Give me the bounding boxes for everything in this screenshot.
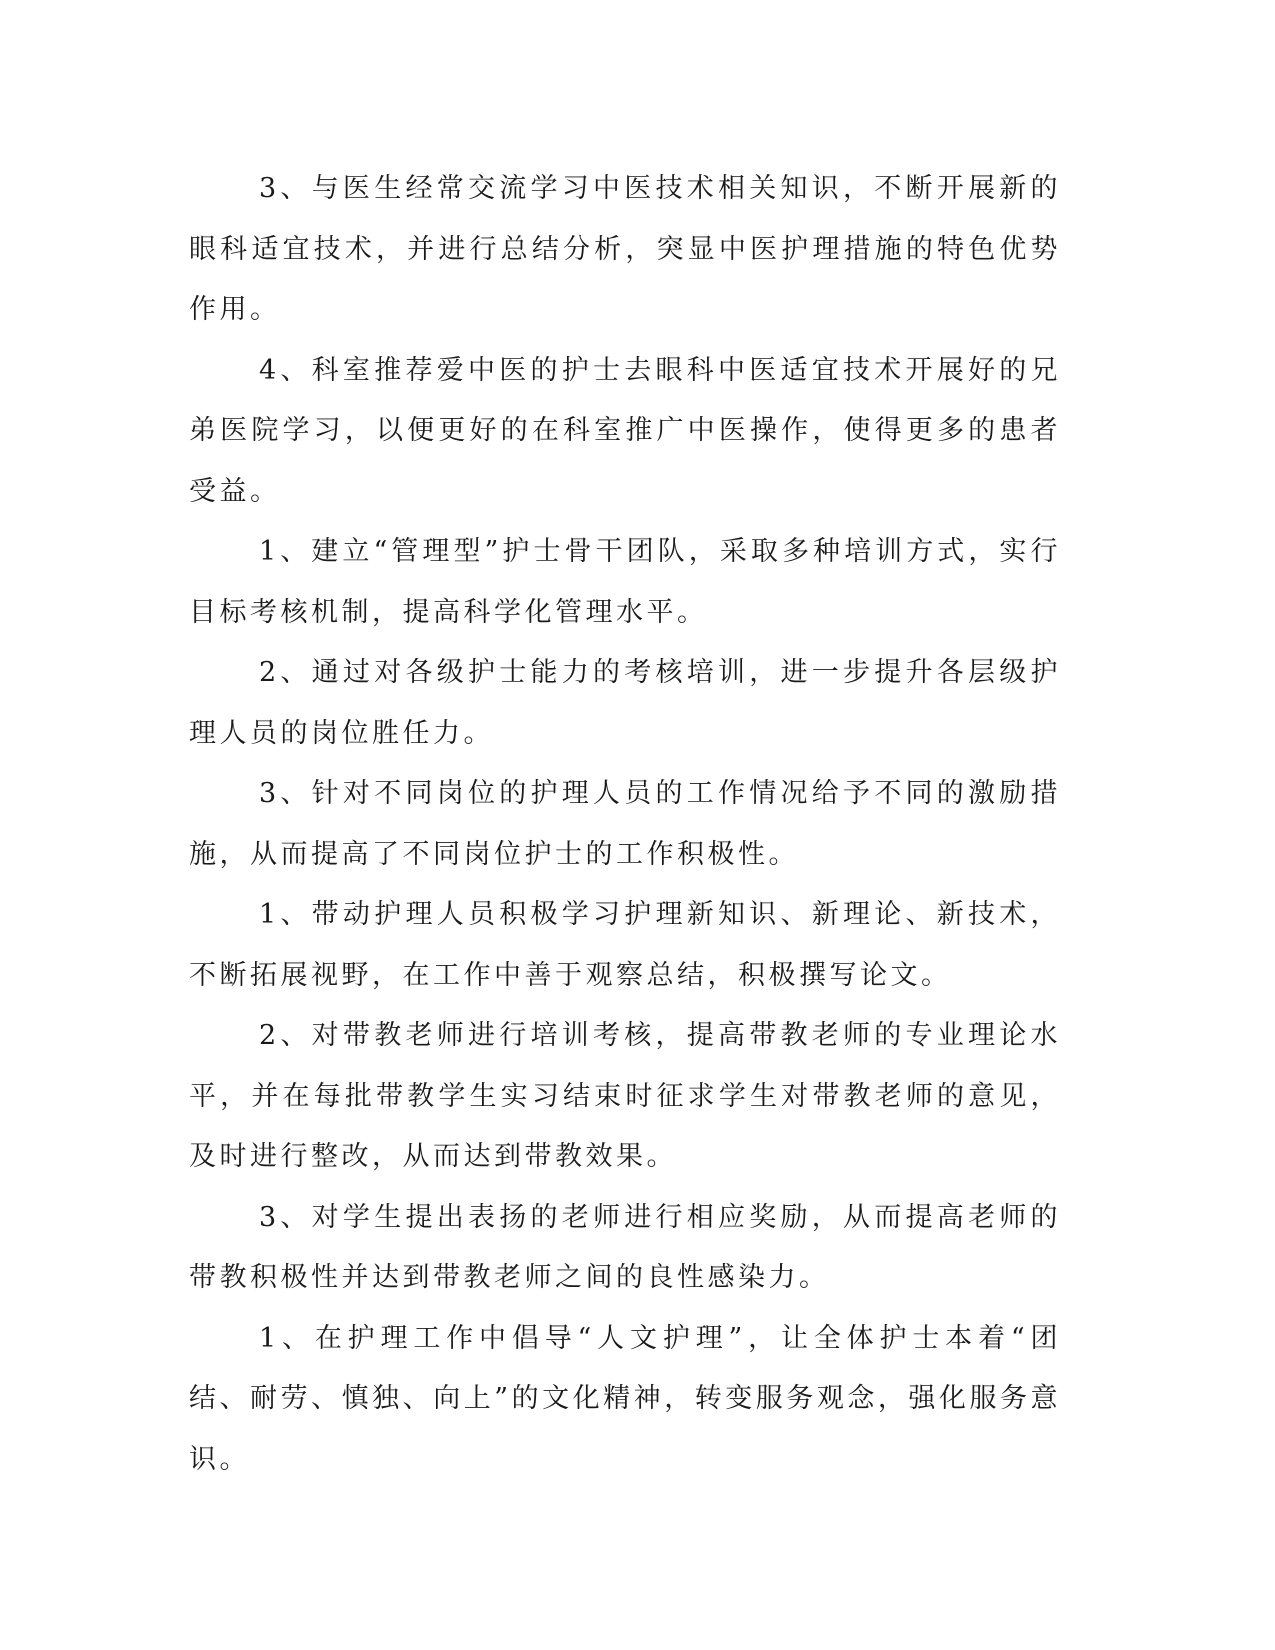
paragraph: 1、带动护理人员积极学习护理新知识、新理论、新技术，不断拓展视野，在工作中善于观察总结，积极撰写论文。 [189, 899, 1061, 991]
paragraph: 3、对学生提出表扬的老师进行相应奖励，从而提高老师的带教积极性并达到带教老师之间的良性感染力。 [189, 1201, 1061, 1293]
paragraph: 3、与医生经常交流学习中医技术相关知识，不断开展新的眼科适宜技术，并进行总结分析，突显中医护理措施的特色优势作用。 [189, 173, 1061, 325]
paragraph: 1、在护理工作中倡导“人文护理”，让全体护士本着“团结、耐劳、慎独、向上”的文化精神，转变服务观念，强化服务意识。 [189, 1322, 1061, 1475]
document-body [189, 159, 1061, 1490]
paragraph: 4、科室推荐爱中医的护士去眼科中医适宜技术开展好的兄弟医院学习，以便更好的在科室推广中医操作，使得更多的患者受益。 [189, 354, 1061, 507]
paragraph: 3、针对不同岗位的护理人员的工作情况给予不同的激励措施，从而提高了不同岗位护士的工作积极性。 [189, 778, 1061, 870]
paragraph: 1、建立“管理型”护士骨干团队，采取多种培训方式，实行目标考核机制，提高科学化管理水平。 [189, 536, 1061, 628]
paragraph: 2、对带教老师进行培训考核，提高带教老师的专业理论水平，并在每批带教学生实习结束时征求学生对带教老师的意见，及时进行整改，从而达到带教效果。 [189, 1020, 1061, 1172]
paragraph: 2、通过对各级护士能力的考核培训，进一步提升各层级护理人员的岗位胜任力。 [189, 657, 1061, 749]
